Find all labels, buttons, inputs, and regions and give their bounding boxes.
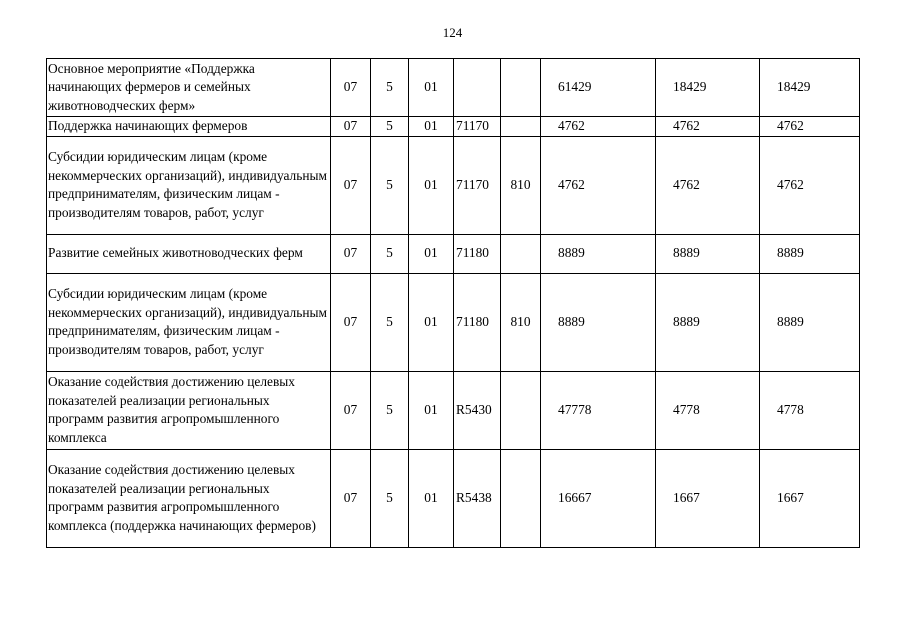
target-article-cell: R5430 — [454, 371, 501, 449]
row-name-cell: Поддержка начинающих фермеров — [47, 117, 331, 137]
amount-year2-cell: 8889 — [656, 273, 760, 371]
amount-year1-cell: 61429 — [541, 59, 656, 117]
page-number: 124 — [442, 25, 463, 40]
subsection-code-cell: 5 — [371, 136, 409, 234]
subsection-code-cell: 5 — [371, 449, 409, 547]
subsection-code-cell: 5 — [371, 234, 409, 273]
amount-year1-cell: 8889 — [541, 234, 656, 273]
table-row — [47, 136, 860, 234]
budget-table — [46, 58, 860, 548]
table-row — [47, 273, 860, 371]
row-name-cell: Оказание содействия достижению целевых показателей реализации региональных программ развития агропромышленного комплекса (поддержка начинающих фермеров) — [47, 449, 331, 547]
amount-year3-cell: 1667 — [760, 449, 860, 547]
expense-type-cell: 810 — [501, 273, 541, 371]
target-article-cell: 71170 — [454, 136, 501, 234]
amount-year3-cell: 18429 — [760, 59, 860, 117]
section-code-cell: 07 — [331, 117, 371, 137]
subsection-code-cell: 5 — [371, 273, 409, 371]
amount-year1-cell: 47778 — [541, 371, 656, 449]
amount-year2-cell: 8889 — [656, 234, 760, 273]
amount-year3-cell: 4762 — [760, 136, 860, 234]
expense-type-cell — [501, 59, 541, 117]
section-code-cell: 07 — [331, 136, 371, 234]
amount-year3-cell: 8889 — [760, 234, 860, 273]
amount-year1-cell: 4762 — [541, 136, 656, 234]
section-code-cell: 07 — [331, 59, 371, 117]
row-name-cell: Основное мероприятие «Поддержка начинающих фермеров и семейных животноводческих ферм» — [47, 59, 331, 117]
program-code-cell: 01 — [409, 234, 454, 273]
expense-type-cell — [501, 117, 541, 137]
section-code-cell: 07 — [331, 234, 371, 273]
program-code-cell: 01 — [409, 273, 454, 371]
row-name-cell: Субсидии юридическим лицам (кроме некоммерческих организаций), индивидуальным предпринимателям, физическим лицам - производителям товаров, работ, услуг — [47, 273, 331, 371]
target-article-cell: R5438 — [454, 449, 501, 547]
subsection-code-cell: 5 — [371, 59, 409, 117]
expense-type-cell — [501, 234, 541, 273]
program-code-cell: 01 — [409, 59, 454, 117]
amount-year1-cell: 16667 — [541, 449, 656, 547]
target-article-cell — [454, 59, 501, 117]
target-article-cell: 71180 — [454, 273, 501, 371]
program-code-cell: 01 — [409, 371, 454, 449]
row-name-cell: Субсидии юридическим лицам (кроме некоммерческих организаций), индивидуальным предпринимателям, физическим лицам - производителям товаров, работ, услуг — [47, 136, 331, 234]
amount-year1-cell: 4762 — [541, 117, 656, 137]
program-code-cell: 01 — [409, 117, 454, 137]
section-code-cell: 07 — [331, 371, 371, 449]
table-row — [47, 449, 860, 547]
table-row — [47, 59, 860, 117]
amount-year2-cell: 18429 — [656, 59, 760, 117]
amount-year2-cell: 4762 — [656, 117, 760, 137]
program-code-cell: 01 — [409, 449, 454, 547]
target-article-cell: 71180 — [454, 234, 501, 273]
amount-year1-cell: 8889 — [541, 273, 656, 371]
table-row — [47, 234, 860, 273]
row-name-cell: Оказание содействия достижению целевых показателей реализации региональных программ развития агропромышленного комплекса — [47, 371, 331, 449]
subsection-code-cell: 5 — [371, 117, 409, 137]
row-name-cell: Развитие семейных животноводческих ферм — [47, 234, 331, 273]
amount-year2-cell: 4762 — [656, 136, 760, 234]
target-article-cell: 71170 — [454, 117, 501, 137]
amount-year3-cell: 8889 — [760, 273, 860, 371]
program-code-cell: 01 — [409, 136, 454, 234]
expense-type-cell — [501, 449, 541, 547]
amount-year2-cell: 4778 — [656, 371, 760, 449]
section-code-cell: 07 — [331, 449, 371, 547]
table-row — [47, 117, 860, 137]
subsection-code-cell: 5 — [371, 371, 409, 449]
amount-year3-cell: 4762 — [760, 117, 860, 137]
table-row — [47, 371, 860, 449]
amount-year3-cell: 4778 — [760, 371, 860, 449]
expense-type-cell: 810 — [501, 136, 541, 234]
amount-year2-cell: 1667 — [656, 449, 760, 547]
expense-type-cell — [501, 371, 541, 449]
section-code-cell: 07 — [331, 273, 371, 371]
